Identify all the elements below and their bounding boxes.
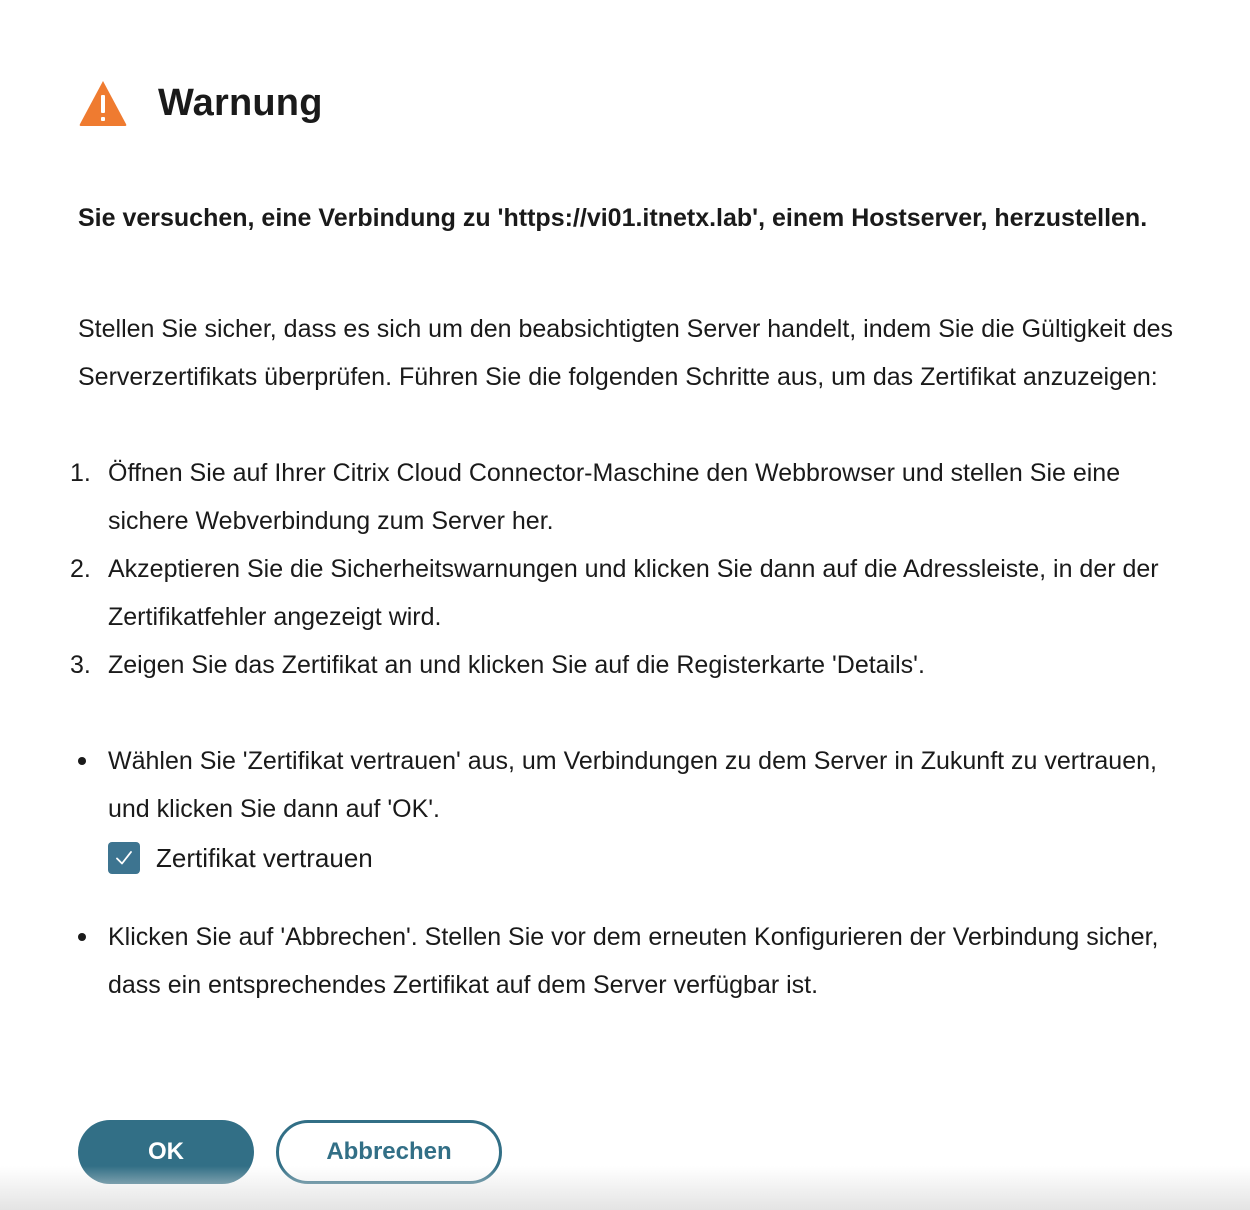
step-number: 1. (70, 459, 91, 487)
step-number: 2. (70, 555, 91, 583)
checkmark-icon (114, 848, 134, 868)
option-text: Wählen Sie 'Zertifikat vertrauen' aus, um Verbindungen zu dem Server in Zukunft zu vertrauen, und klicken Sie dann auf 'OK'. (108, 747, 1157, 823)
list-item (70, 641, 1178, 689)
step-number: 3. (70, 651, 91, 679)
trust-certificate-checkbox-row[interactable] (108, 842, 373, 874)
dialog-title: Warnung (158, 81, 323, 124)
checkbox-label: Zertifikat vertrauen (156, 842, 373, 873)
list-item (70, 545, 1178, 641)
cancel-button[interactable]: Abbrechen (276, 1120, 502, 1184)
option-trust-certificate (78, 737, 1178, 833)
trust-certificate-checkbox[interactable] (108, 842, 140, 874)
step-text: Zeigen Sie das Zertifikat an und klicken Sie auf die Registerkarte 'Details'. (108, 651, 925, 679)
list-item (70, 449, 1178, 545)
option-cancel (78, 913, 1178, 1009)
instructions-text: Stellen Sie sicher, dass es sich um den beabsichtigten Server handelt, indem Sie die Gültigkeit des Serverzertifikats überprüfen. Führen Sie die folgenden Schritte aus, um das Zertifikat anzuzeigen: (78, 315, 1174, 391)
step-text: Akzeptieren Sie die Sicherheitswarnungen und klicken Sie dann auf die Adressleiste, in der der Zertifikatfehler angezeigt wird. (108, 555, 1159, 631)
intro-text: Sie versuchen, eine Verbindung zu 'https://vi01.itnetx.lab', einem Hostserver, herzustellen. (78, 204, 1148, 232)
steps-list (70, 449, 1178, 689)
dialog-buttons (78, 1120, 502, 1184)
option-text: Klicken Sie auf 'Abbrechen'. Stellen Sie vor dem erneuten Konfigurieren der Verbindung sicher, dass ein entsprechendes Zertifikat auf dem Server verfügbar ist. (108, 923, 1159, 999)
step-text: Öffnen Sie auf Ihrer Citrix Cloud Connector-Maschine den Webbrowser und stellen Sie eine sichere Webverbindung zum Server her. (108, 459, 1121, 535)
bullet-icon (78, 933, 86, 941)
warning-triangle-icon (78, 78, 128, 128)
bullet-icon (78, 757, 86, 765)
ok-button[interactable]: OK (78, 1120, 254, 1184)
dialog-header (78, 78, 323, 128)
